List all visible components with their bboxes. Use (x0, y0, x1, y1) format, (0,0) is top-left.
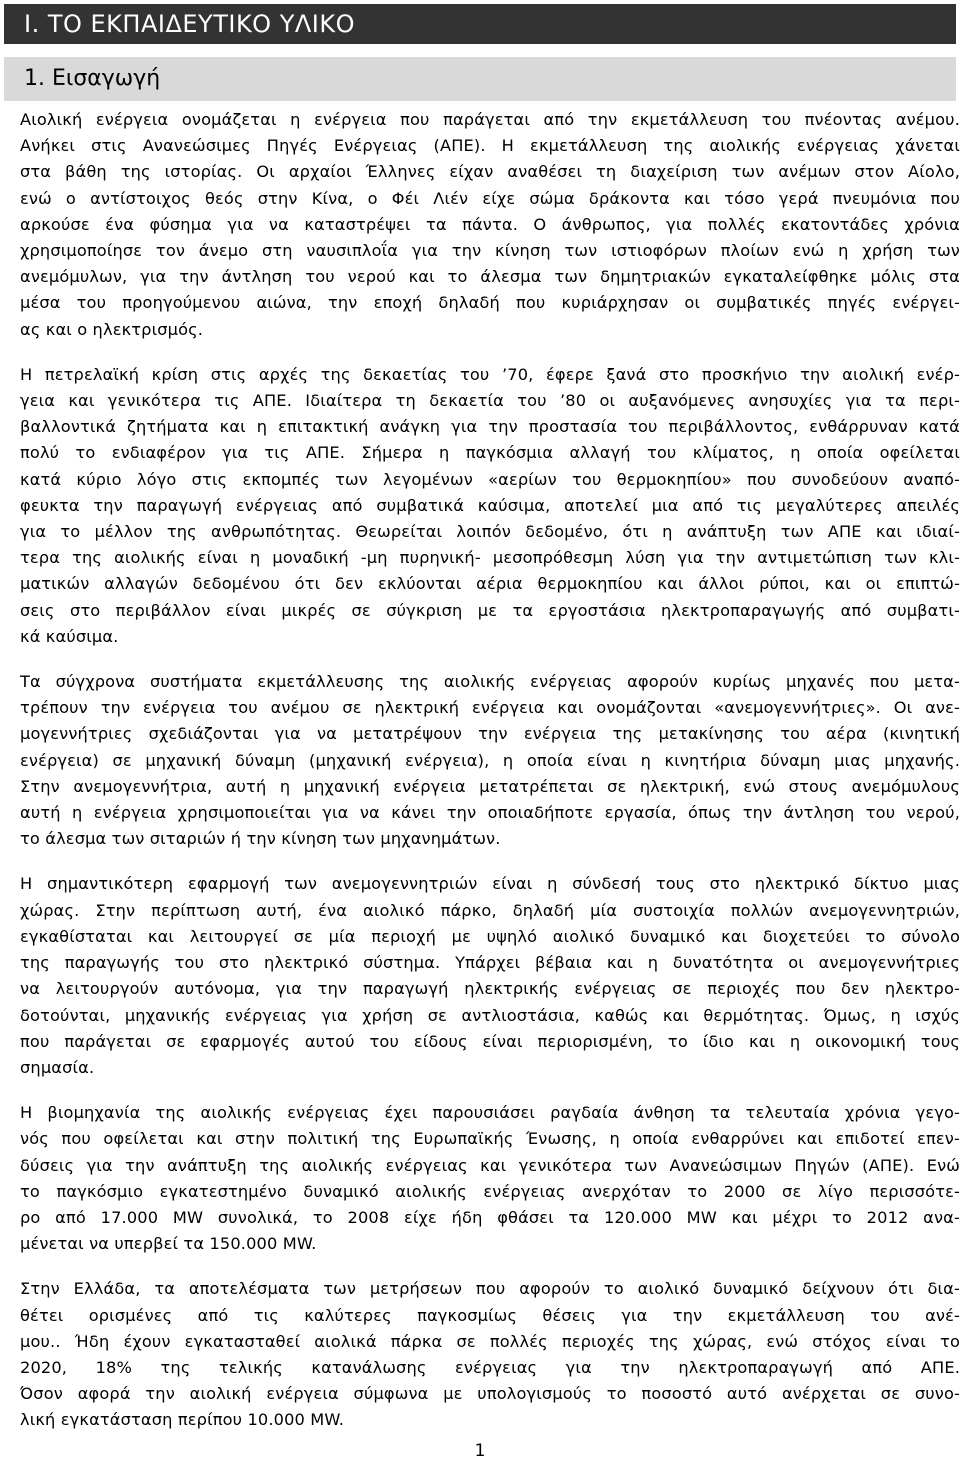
text-line: νός που οφείλεται και στην πολιτική της Ευρωπαϊκής Ένωσης, η οποία ενθαρρύνει και επιδοτεί επεν- (20, 1129, 960, 1149)
text-line: μου.. Ήδη έχουν εγκατασταθεί αιολικά πάρκα σε πολλές περιοχές της χώρας, ενώ στόχος είναι το (20, 1331, 960, 1351)
text-line: ενέργεια) σε μηχανική δύναμη (μηχανική ενέργεια), η οποία είναι η κινητήρια δύναμη μιας μηχανής. (20, 750, 960, 770)
paragraph (20, 871, 960, 1081)
text-line: ματικών αλλαγών δεδομένου ότι δεν εκλύονται αέρια θερμοκηπίου και άλλοι ρύποι, και οι επιπτώ- (20, 574, 960, 594)
text-line: μογεννήτριες σχεδιάζονται για να μετατρέψουν την ενέργεια της μετακίνησης του αέρα (κινητική (20, 724, 960, 744)
text-line: τρέπουν την ενέργεια του ανέμου σε ηλεκτρική ενέργεια και ονομάζονται «ανεμογεννήτριες». Οι ανε- (20, 698, 960, 718)
text-line: βαλλοντικά ζητήματα και η επιτακτική ανάγκη για την προστασία του περιβάλλοντος, ενθάρρυναν κατά (20, 417, 960, 437)
text-line: Η βιομηχανία της αιολικής ενέργειας έχει παρουσιάσει ραγδαία άνθηση τα τελευταία χρόνια γεγο- (20, 1103, 960, 1123)
text-line: Ανήκει στις Ανανεώσιμες Πηγές Ενέργειας (ΑΠΕ). Η εκμετάλλευση της αιολικής ενέργειας χάνεται (20, 136, 960, 156)
text-line: εγκαθίσταται και λειτουργεί σε μία περιοχή με υψηλό αιολικό δυναμικό και διοχετεύει το σύνολο (20, 926, 960, 946)
section-heading: 1. Εισαγωγή (4, 57, 956, 101)
text-line: μέσα του προηγούμενου αιώνα, την εποχή δηλαδή που κυριάρχησαν οι συμβατικές πηγές ενέργει- (20, 293, 960, 313)
paragraph (20, 1100, 960, 1257)
paragraph (20, 669, 960, 852)
text-line: στα βάθη της ιστορίας. Οι αρχαίοι Έλληνες είχαν αναθέσει τη διαχείριση των ανέμων στον Αίολο, (20, 162, 960, 182)
text-line: Η σημαντικότερη εφαρμογή των ανεμογεννητριών είναι η σύνδεσή τους στο ηλεκτρικό δίκτυο μιας (20, 874, 960, 894)
text-line: δύσεις για την ανάπτυξη της αιολικής ενέργειας και γενικότερα των Ανανεώσιμων Πηγών (ΑΠΕ). Ενώ (20, 1155, 960, 1175)
text-line: χρησιμοποίησε τον άνεμο στη ναυσιπλοΐα για την κίνηση των ιστιοφόρων πλοίων ενώ η χρήση των (20, 241, 960, 261)
text-line: θέτει ορισμένες από τις καλύτερες παγκοσμίως θέσεις για την εκμετάλλευση του ανέ- (20, 1305, 960, 1325)
text-line: Όσον αφορά την αιολική ενέργεια σύμφωνα με υπολογισμούς το ποσοστό αυτό ανέρχεται σε συνο- (20, 1384, 960, 1404)
body-text (20, 107, 960, 1453)
text-line: τερα της αιολικής είναι η μοναδική -μη πυρηνική- μεσοπρόθεσμη λύση για την αντιμετώπιση των κλι- (20, 548, 960, 568)
text-line: χώρας. Στην περίπτωση αυτή, ένα αιολικό πάρκο, δηλαδή μία συστοιχία πολλών ανεμογεννητριών, (20, 900, 960, 920)
text-line: το παγκόσμιο εγκατεστημένο δυναμικό αιολικής ενέργειας ανερχόταν το 2000 σε λίγο περισσότε- (20, 1181, 960, 1201)
text-line: 2020, 18% της τελικής κατανάλωσης ενέργειας για την ηλεκτροπαραγωγή από ΑΠΕ. (20, 1357, 960, 1377)
text-line: που παράγεται σε εφαρμογές αυτού του είδους είναι περιορισμένη, το ίδιο και η οικονομική τους (20, 1031, 960, 1051)
text-line: Τα σύγχρονα συστήματα εκμετάλλευσης της αιολικής ενέργειας αφορούν κυρίως μηχανές που μετα- (20, 672, 960, 692)
text-line: ρο από 17.000 MW συνολικά, το 2008 είχε ήδη φθάσει τα 120.000 MW και μέχρι το 2012 ανα- (20, 1207, 960, 1227)
text-line: Αιολική ενέργεια ονομάζεται η ενέργεια που παράγεται από την εκμετάλλευση του πνέοντας ανέμου. (20, 110, 960, 129)
text-line: αυτή η ενέργεια χρησιμοποιείται για να κάνει την οποιαδήποτε εργασία, όπως την άντληση του νερού, (20, 803, 960, 823)
text-line: γεια και γενικότερα τις ΑΠΕ. Ιδιαίτερα τη δεκαετία του ’80 οι αυξανόμενες ανησυχίες για τα περι- (20, 391, 960, 411)
page-number: 1 (474, 1441, 486, 1461)
text-line: σημασία. (20, 1057, 95, 1077)
text-line: το άλεσμα των σιταριών ή την κίνηση των μηχανημάτων. (20, 829, 501, 849)
text-line: ας και ο ηλεκτρισμός. (20, 319, 204, 339)
text-line: λική εγκατάσταση περίπου 10.000 MW. (20, 1410, 345, 1430)
text-line: Η πετρελαϊκή κρίση στις αρχές της δεκαετίας του ’70, έφερε ξανά στο προσκήνιο την αιολική ενέρ- (20, 364, 960, 384)
text-line: Στην ανεμογεννήτρια, αυτή η μηχανική ενέργεια μετατρέπεται σε ηλεκτρική, ενώ στους ανεμόμυλους (20, 776, 960, 796)
text-line: ανεμόμυλων, για την άντληση του νερού και το άλεσμα των δημητριακών εγκαταλείφθηκε μόλις στα (20, 267, 960, 287)
text-line: να λειτουργούν αυτόνομα, για την παραγωγή ηλεκτρικής ενέργειας σε περιοχές που δεν ηλεκτρο- (20, 979, 960, 999)
paragraph (20, 362, 960, 650)
text-line: πολύ το ενδιαφέρον για τις ΑΠΕ. Σήμερα η παγκόσμια αλλαγή του κλίματος, η οποία οφείλεται (20, 443, 960, 463)
text-line: Στην Ελλάδα, τα αποτελέσματα των μετρήσεων που αφορούν το αιολικό δυναμικό δείχνουν ότι δια- (20, 1279, 960, 1299)
paragraph (20, 1276, 960, 1433)
text-line: της παραγωγής του στο ηλεκτρικό σύστημα. Υπάρχει βέβαια και η δυνατότητα οι ανεμογεννήτριες (20, 953, 960, 973)
text-line: κατά κύριο λόγο στις εκπομπές των λεγομένων «αερίων του θερμοκηπίου» που συνοδεύουν αναπό- (20, 469, 960, 489)
text-line: κά καύσιμα. (20, 626, 119, 646)
text-line: φευκτα την παραγωγή ενέργειας από συμβατικά καύσιμα, αποτελεί μια από τις μεγαλύτερες απειλές (20, 495, 960, 515)
paragraph (20, 107, 960, 343)
text-line: σεις στο περιβάλλον είναι μικρές σε σύγκριση με τα εργοστάσια ηλεκτροπαραγωγής από συμβατι- (20, 600, 960, 620)
text-line: ενώ ο αντίστοιχος θεός στην Κίνα, ο Φέι Λιέν είχε σώμα δράκοντα και τόσο γερά πνευμόνια που (20, 188, 960, 208)
text-line: δοτούνται, μηχανικής ενέργειας για χρήση σε αντλιοστάσια, καθώς και θερμότητας. Όμως, η ισχύς (20, 1005, 960, 1025)
chapter-heading: I. ΤΟ ΕΚΠΑΙΔΕΥΤΙΚΟ ΥΛΙΚΟ (4, 4, 956, 44)
text-line: αρκούσε ένα φύσημα για να καταστρέψει τα πάντα. Ο άνθρωπος, για πολλές εκατοντάδες χρόνια (20, 214, 960, 234)
text-line: μένεται να υπερβεί τα 150.000 MW. (20, 1234, 317, 1254)
text-line: για το μέλλον της ανθρωπότητας. Θεωρείται λοιπόν δεδομένο, ότι η ανάπτυξη των ΑΠΕ και ιδιαί- (20, 522, 960, 542)
